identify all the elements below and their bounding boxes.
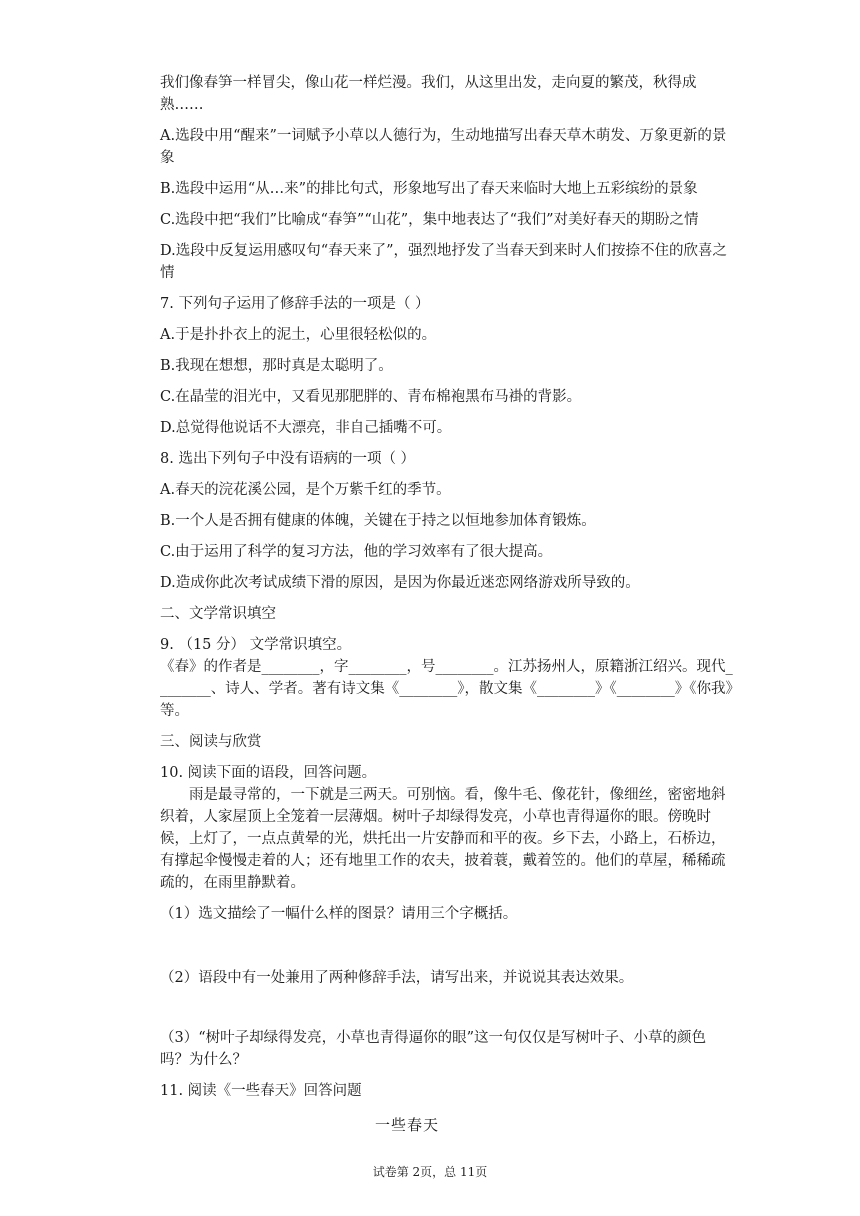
q10-stem: 10. 阅读下面的语段，回答问题。 bbox=[160, 765, 377, 781]
q10-sub-question-3: （3）“树叶子却绿得发亮，小草也青得逼你的眼”这一句仅仅是写树叶子、小草的颜色吗？为什么？ bbox=[160, 1030, 707, 1068]
q8-option-a: A.春天的浣花溪公园，是个万紫千红的季节。 bbox=[160, 482, 451, 498]
q6-option-b: B.选段中运用“从…来”的排比句式，形象地写出了春天来临时大地上五彩缤纷的景象 bbox=[160, 181, 698, 197]
q8-stem: 8. 选出下列句子中没有语病的一项（ ） bbox=[160, 451, 416, 467]
q8-option-b: B.一个人是否拥有健康的体魄，关键在于持之以恒地参加体育锻炼。 bbox=[160, 513, 596, 529]
page-content bbox=[160, 72, 735, 1111]
q6-option-c: C.选段中把“我们”比喻成“春笋”“山花”，集中地表达了“我们”对美好春天的期盼之情 bbox=[160, 212, 699, 228]
q7-option-a: A.于是扑扑衣上的泥土，心里很轻松似的。 bbox=[160, 327, 437, 343]
passage-title-wrap bbox=[0, 1114, 860, 1135]
q10-passage: 雨是最寻常的，一下就是三两天。可别恼。看，像牛毛、像花针，像细丝，密密地斜织着，人家屋顶上全笼着一层薄烟。树叶子却绿得发亮，小草也青得逼你的眼。傍晚时候，上灯了，一点点黄晕的光，烘托出一片安静而和平的夜。乡下去，小路上，石桥边，有撑起伞慢慢走着的人；还有地里工作的农夫，披着蓑，戴着笠的。他们的草屋，稀稀疏疏的，在雨里静默着。 bbox=[160, 787, 726, 891]
q10-sub-question-1: （1）选文描绘了一幅什么样的图景？请用三个字概括。 bbox=[160, 906, 518, 922]
section-heading-reading: 三、阅读与欣赏 bbox=[160, 734, 262, 750]
q7-option-d: D.总觉得他说话不大漂亮，非自己插嘴不可。 bbox=[160, 420, 452, 436]
q9-stem: 9. （15 分） 文学常识填空。 bbox=[160, 637, 352, 653]
q6-option-d: D.选段中反复运用感叹句“春天来了”，强烈地抒发了当春天到来时人们按捺不住的欣喜之情 bbox=[160, 243, 728, 281]
q7-option-b: B.我现在想想，那时真是太聪明了。 bbox=[160, 358, 393, 374]
q11-stem: 11. 阅读《一些春天》回答问题 bbox=[160, 1083, 362, 1099]
q7-stem: 7. 下列句子运用了修辞手法的一项是（ ） bbox=[160, 296, 430, 312]
q6-option-a: A.选段中用“醒来”一词赋予小草以人德行为，生动地描写出春天草木萌发、万象更新的景象 bbox=[160, 128, 727, 166]
q8-option-c: C.由于运用了科学的复习方法，他的学习效率有了很大提高。 bbox=[160, 544, 553, 560]
section-heading-literature: 二、文学常识填空 bbox=[160, 606, 276, 622]
passage-title: 一些春天 bbox=[374, 1116, 439, 1134]
q9-fill-blanks: 《春》的作者是________，字________，号________。江苏扬州人，原籍浙江绍兴。现代________、诗人、学者。著有诗文集《________》，散文集《________》《________》《你我》等。 bbox=[160, 659, 733, 719]
q8-option-d: D.造成你此次考试成绩下滑的原因，是因为你最近迷恋网络游戏所导致的。 bbox=[160, 575, 640, 591]
excerpt-ending: 我们像春笋一样冒尖，像山花一样烂漫。我们，从这里出发，走向夏的繁茂，秋得成熟…… bbox=[160, 75, 697, 113]
q7-option-c: C.在晶莹的泪光中，又看见那肥胖的、青布棉袍黑布马褂的背影。 bbox=[160, 389, 582, 405]
page-footer: 试卷第 2页，总 11页 bbox=[372, 1165, 488, 1179]
q10-sub-question-2: （2）语段中有一处兼用了两种修辞手法，请写出来，并说说其表达效果。 bbox=[160, 970, 634, 986]
